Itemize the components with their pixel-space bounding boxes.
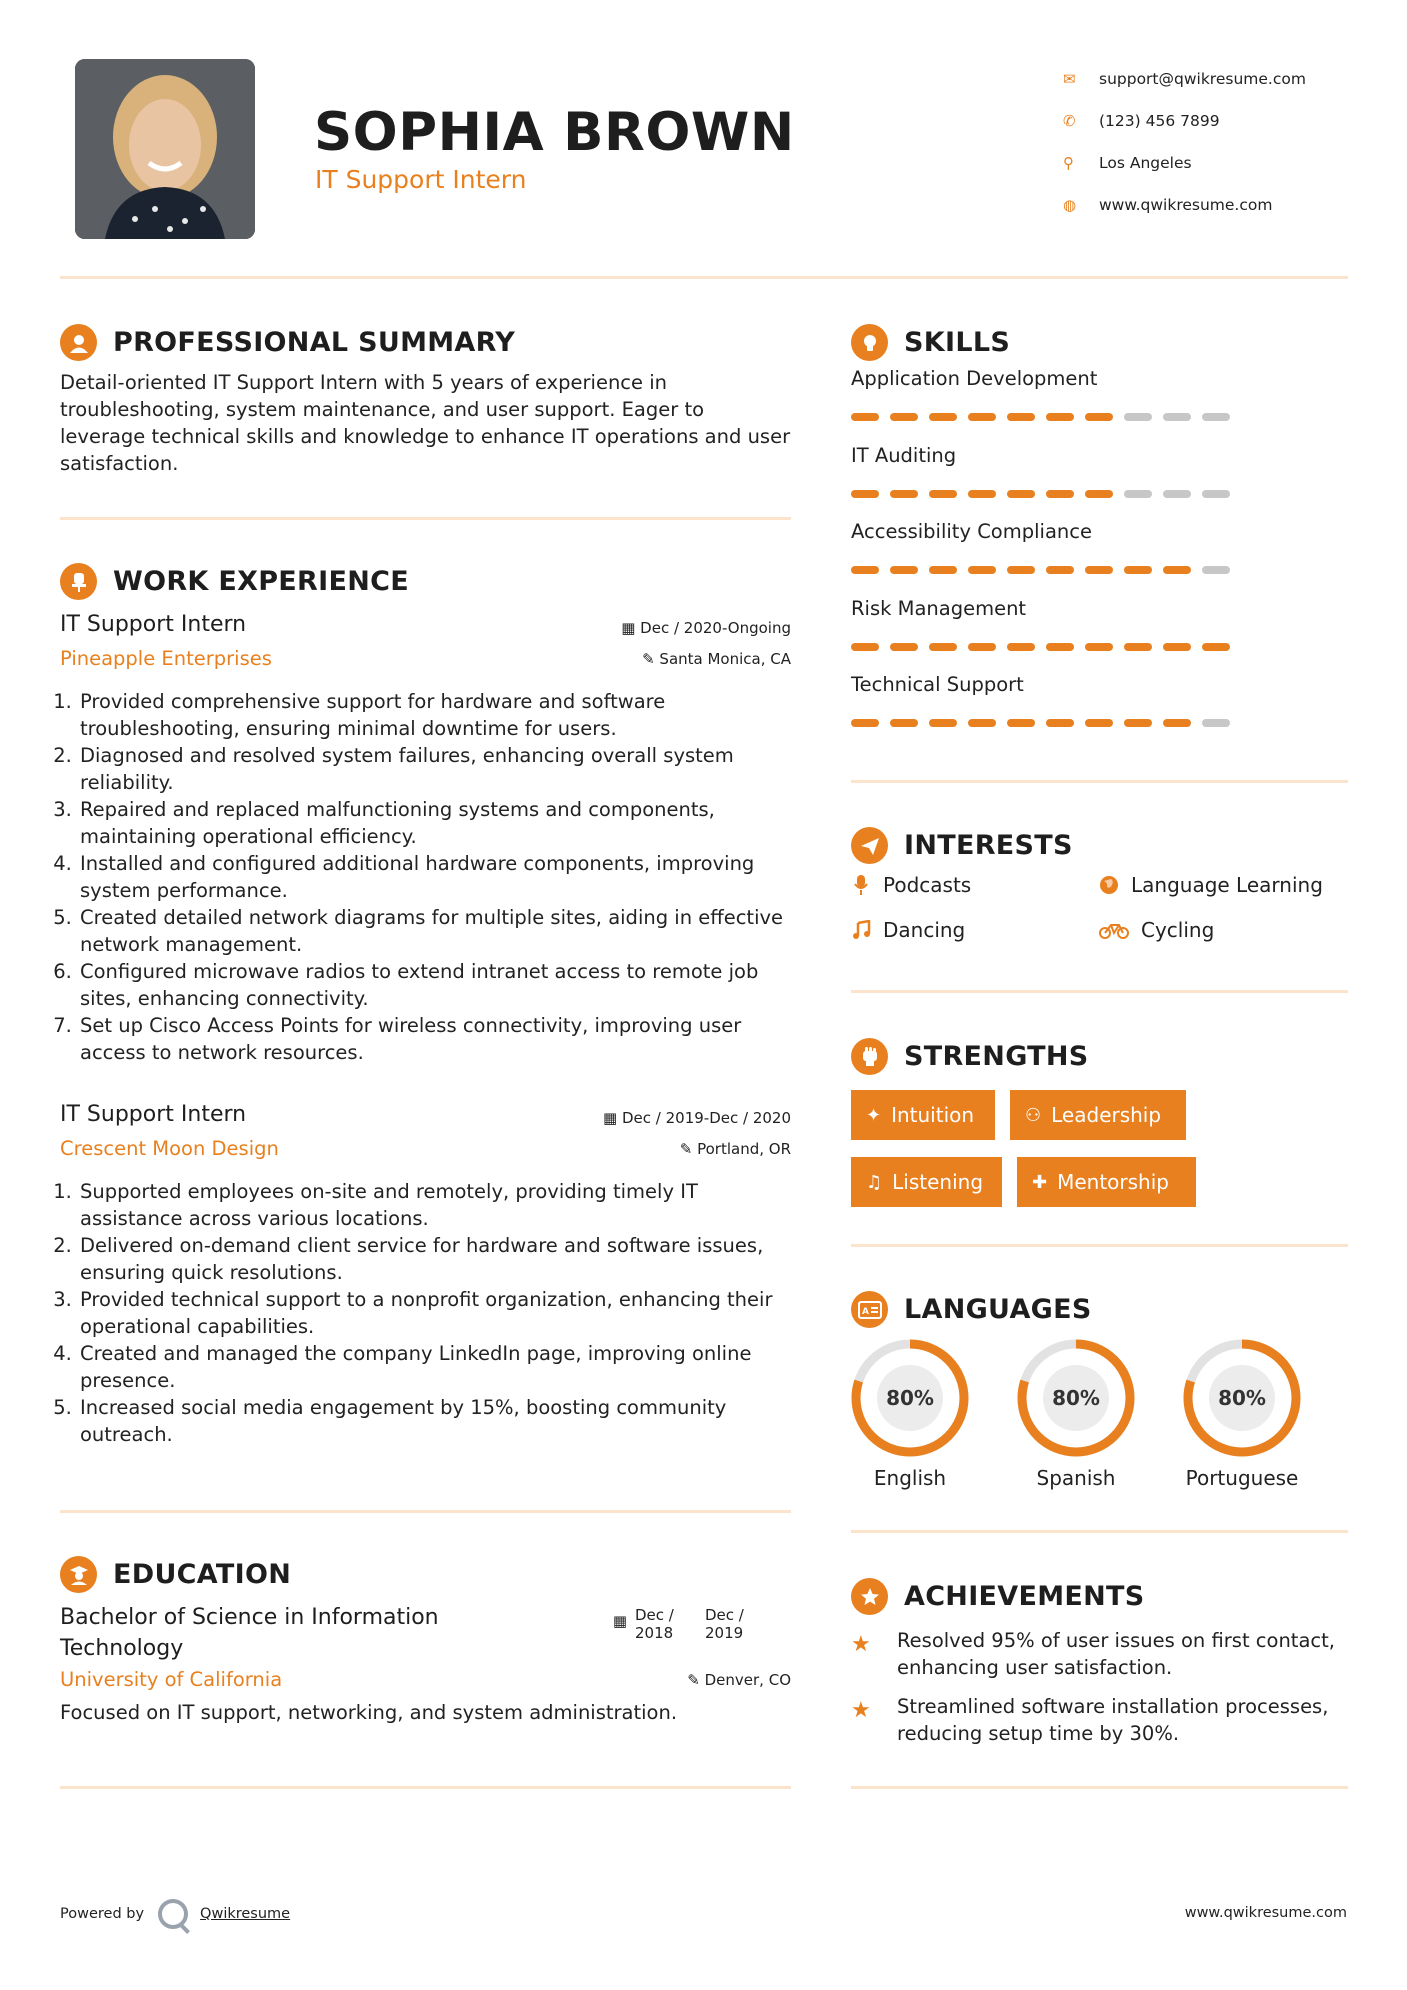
rating-dash-empty xyxy=(1124,413,1152,421)
rating-dash-empty xyxy=(1163,490,1191,498)
rating-dash-filled xyxy=(851,643,879,651)
interest-label: Language Learning xyxy=(1131,873,1323,897)
language-item xyxy=(848,1336,972,1490)
pin-icon: ✎ xyxy=(687,1670,705,1689)
map-pin-icon: ⚲ xyxy=(1063,154,1074,172)
candidate-name: SOPHIA BROWN xyxy=(314,102,795,163)
strength-tag xyxy=(1017,1157,1196,1207)
skill-rating xyxy=(851,490,1348,498)
interest-item xyxy=(851,918,965,942)
languages-divider xyxy=(851,1530,1348,1533)
education-description: Focused on IT support, networking, and system administration. xyxy=(60,1701,678,1724)
calendar-icon: ▦ xyxy=(621,619,641,637)
summary-divider xyxy=(60,517,791,520)
job-location-text: Portland, OR xyxy=(697,1139,791,1158)
interests-title: INTERESTS xyxy=(904,830,1073,861)
rating-dash-filled xyxy=(851,413,879,421)
pin-icon: ✎ xyxy=(642,649,660,668)
job-bullets xyxy=(60,688,791,1066)
user-plus-icon: ✚ xyxy=(1032,1171,1048,1193)
education-divider xyxy=(60,1786,791,1789)
magic-wand-icon: ✦ xyxy=(866,1104,882,1126)
achievement-item xyxy=(851,1693,1348,1747)
summary-section xyxy=(60,324,791,477)
strengths-title: STRENGTHS xyxy=(904,1041,1089,1072)
skill-item xyxy=(851,444,1348,521)
skill-item xyxy=(851,597,1348,674)
language-percent: 80% xyxy=(1052,1386,1100,1410)
interest-item xyxy=(851,873,971,897)
rating-dash-filled xyxy=(1046,566,1074,574)
contact-phone-text: (123) 456 7899 xyxy=(1099,112,1220,130)
rating-dash-filled xyxy=(1163,719,1191,727)
job-dates xyxy=(603,1109,791,1127)
rating-dash-filled xyxy=(1124,566,1152,574)
list-item: 2. Diagnosed and resolved system failures, enhancing overall system reliability. xyxy=(78,742,791,796)
education-section xyxy=(60,1556,791,1593)
interest-label: Cycling xyxy=(1141,918,1215,942)
job-dates-text: Dec / 2019-Dec / 2020 xyxy=(622,1109,791,1127)
envelope-icon: ✉ xyxy=(1063,70,1076,88)
strength-label: Listening xyxy=(892,1170,984,1194)
rating-dash-filled xyxy=(1163,566,1191,574)
languages-title: LANGUAGES xyxy=(904,1294,1092,1325)
strength-label: Leadership xyxy=(1051,1103,1162,1127)
rating-dash-filled xyxy=(968,566,996,574)
powered-by-text: Powered by xyxy=(60,1906,145,1922)
skill-item xyxy=(851,520,1348,597)
achievement-text: Resolved 95% of user issues on first contact, enhancing user satisfaction. xyxy=(897,1629,1335,1679)
job-dates-text: Dec / 2020-Ongoing xyxy=(640,619,791,637)
language-item xyxy=(1014,1336,1138,1490)
list-item: 3. Provided technical support to a nonprofit organization, enhancing their operational capabilities. xyxy=(78,1286,791,1340)
rating-dash-filled xyxy=(1007,566,1035,574)
rating-dash-filled xyxy=(890,490,918,498)
rating-dash-filled xyxy=(890,413,918,421)
skill-name: Accessibility Compliance xyxy=(851,520,1092,543)
achievements-section xyxy=(851,1578,1348,1747)
bicycle-icon xyxy=(1099,921,1129,939)
list-item: 3. Repaired and replaced malfunctioning systems and components, maintaining operational efficiency. xyxy=(78,796,791,850)
rating-dash-filled xyxy=(1007,643,1035,651)
list-item: 5. Created detailed network diagrams for multiple sites, aiding in effective network management. xyxy=(78,904,791,958)
user-icon xyxy=(60,324,97,361)
list-item: 1. Supported employees on-site and remotely, providing timely IT assistance across various locations. xyxy=(78,1178,791,1232)
education-title: EDUCATION xyxy=(113,1559,292,1590)
language-percent: 80% xyxy=(1218,1386,1266,1410)
strength-label: Mentorship xyxy=(1057,1170,1169,1194)
paper-plane-icon xyxy=(851,827,888,864)
rating-dash-filled xyxy=(851,719,879,727)
rating-dash-filled xyxy=(1085,643,1113,651)
summary-title: PROFESSIONAL SUMMARY xyxy=(113,327,516,358)
job-location xyxy=(642,650,791,668)
rating-dash-filled xyxy=(1085,413,1113,421)
calendar-icon: ▦ xyxy=(612,1612,627,1630)
list-item: 5. Increased social media engagement by 15%, boosting community outreach. xyxy=(78,1394,791,1448)
rating-dash-filled xyxy=(1046,643,1074,651)
contact-email-text: support@qwikresume.com xyxy=(1099,70,1306,88)
language-name: Portuguese xyxy=(1185,1466,1299,1490)
skill-rating xyxy=(851,413,1348,421)
language-card-icon xyxy=(851,1291,888,1328)
footer-url[interactable]: www.qwikresume.com xyxy=(1184,1905,1347,1921)
headphones-icon: ♫ xyxy=(866,1171,883,1193)
company-name: Crescent Moon Design xyxy=(60,1137,279,1160)
users-icon: ⚇ xyxy=(1025,1104,1042,1126)
interest-label: Dancing xyxy=(883,918,966,942)
header-divider xyxy=(60,276,1348,279)
globe-icon: ◍ xyxy=(1063,196,1077,214)
job-location xyxy=(680,1140,791,1158)
rating-dash-filled xyxy=(968,643,996,651)
rating-dash-empty xyxy=(1202,490,1230,498)
language-ring xyxy=(1014,1336,1138,1460)
svg-text:A: A xyxy=(861,1306,869,1317)
contact-list xyxy=(1063,58,1383,226)
job-entry xyxy=(60,612,791,1066)
rating-dash-filled xyxy=(1085,566,1113,574)
education-location xyxy=(687,1671,791,1689)
skill-rating xyxy=(851,719,1348,727)
job-bullets xyxy=(60,1178,791,1448)
rating-dash-filled xyxy=(1046,413,1074,421)
rating-dash-filled xyxy=(929,413,957,421)
rating-dash-filled xyxy=(890,566,918,574)
interests-grid xyxy=(851,873,1348,963)
rating-dash-filled xyxy=(1046,719,1074,727)
contact-phone[interactable] xyxy=(1063,100,1383,142)
achievements-list xyxy=(851,1627,1348,1747)
strength-label: Intuition xyxy=(891,1103,975,1127)
rating-dash-empty xyxy=(1202,413,1230,421)
achievement-item xyxy=(851,1627,1348,1681)
achievement-text: Streamlined software installation processes, reducing setup time by 30%. xyxy=(897,1695,1329,1745)
rating-dash-filled xyxy=(1046,490,1074,498)
skill-item xyxy=(851,367,1348,444)
rating-dash-filled xyxy=(1007,413,1035,421)
phone-icon: ✆ xyxy=(1063,112,1076,130)
rating-dash-filled xyxy=(929,490,957,498)
rating-dash-filled xyxy=(929,566,957,574)
skill-item xyxy=(851,673,1348,750)
rating-dash-filled xyxy=(1163,643,1191,651)
rating-dash-filled xyxy=(851,490,879,498)
job-entry xyxy=(60,1102,791,1448)
education-end: Dec / 2019 xyxy=(705,1606,744,1642)
music-note-icon xyxy=(851,920,871,940)
raised-fist-icon xyxy=(851,1038,888,1075)
list-item: 4. Installed and configured additional hardware components, improving system performance. xyxy=(78,850,791,904)
interest-label: Podcasts xyxy=(883,873,972,897)
achievements-title: ACHIEVEMENTS xyxy=(904,1581,1145,1612)
rating-dash-filled xyxy=(929,719,957,727)
rating-dash-filled xyxy=(1124,643,1152,651)
skills-list xyxy=(851,367,1348,750)
rating-dash-filled xyxy=(1202,643,1230,651)
rating-dash-filled xyxy=(929,643,957,651)
briefcase-chair-icon xyxy=(60,563,97,600)
language-percent: 80% xyxy=(886,1386,934,1410)
interest-item xyxy=(1099,918,1214,942)
strengths-divider xyxy=(851,1244,1348,1247)
contact-website-text: www.qwikresume.com xyxy=(1099,196,1273,214)
pin-icon: ✎ xyxy=(679,1139,698,1158)
list-item: 6. Configured microwave radios to extend intranet access to remote job sites, enhancing connectivity. xyxy=(78,958,791,1012)
job-title: IT Support Intern xyxy=(60,612,247,637)
summary-text: Detail-oriented IT Support Intern with 5 years of experience in troubleshooting, system maintenance, and user support. Eager to leverage technical skills and knowledge to enhance IT operations and user satisfaction. xyxy=(60,371,791,475)
skill-rating xyxy=(851,566,1348,574)
experience-section xyxy=(60,563,791,600)
candidate-role: IT Support Intern xyxy=(315,165,527,194)
skills-section xyxy=(851,324,1348,750)
education-dates xyxy=(613,1606,757,1664)
languages-section xyxy=(851,1291,1348,1328)
contact-location xyxy=(1063,142,1383,184)
list-item: 2. Delivered on-demand client service for hardware and software issues, ensuring quick resolutions. xyxy=(78,1232,791,1286)
contact-email[interactable] xyxy=(1063,58,1383,100)
footer-powered-by xyxy=(60,1899,290,1929)
language-ring xyxy=(848,1336,972,1460)
language-item xyxy=(1180,1336,1304,1490)
lightbulb-icon xyxy=(851,324,888,361)
skill-rating xyxy=(851,643,1348,651)
degree-name: Bachelor of Science in Information Technology xyxy=(60,1605,439,1661)
language-name: English xyxy=(873,1466,947,1490)
rating-dash-filled xyxy=(1124,719,1152,727)
star-icon: ★ xyxy=(851,1698,871,1723)
rating-dash-filled xyxy=(968,413,996,421)
experience-divider xyxy=(60,1510,791,1513)
company-name: Pineapple Enterprises xyxy=(60,647,272,670)
skill-name: IT Auditing xyxy=(851,443,957,467)
rating-dash-empty xyxy=(1124,490,1152,498)
rating-dash-filled xyxy=(968,490,996,498)
star-icon: ★ xyxy=(851,1632,871,1657)
interests-section xyxy=(851,827,1348,864)
interest-item xyxy=(1099,873,1323,897)
rating-dash-filled xyxy=(1085,490,1113,498)
language-ring xyxy=(1180,1336,1304,1460)
school-name: University of California xyxy=(60,1668,283,1691)
rating-dash-empty xyxy=(1202,719,1230,727)
rating-dash-filled xyxy=(968,719,996,727)
rating-dash-empty xyxy=(1163,413,1191,421)
calendar-icon: ▦ xyxy=(603,1109,622,1127)
globe-icon xyxy=(1099,875,1119,895)
strengths-section xyxy=(851,1038,1348,1075)
rating-dash-filled xyxy=(851,566,879,574)
profile-photo xyxy=(75,59,255,239)
graduate-icon xyxy=(60,1556,97,1593)
rating-dash-filled xyxy=(1007,719,1035,727)
education-start: Dec / 2018 xyxy=(635,1606,674,1642)
job-dates xyxy=(621,619,791,637)
skill-name: Technical Support xyxy=(851,673,1024,696)
strength-tag xyxy=(851,1157,1002,1207)
strength-tag xyxy=(851,1090,995,1140)
skills-title: SKILLS xyxy=(904,327,1011,358)
achievements-divider xyxy=(851,1786,1348,1789)
education-entry xyxy=(60,1602,791,1726)
language-name: Spanish xyxy=(1036,1466,1116,1490)
brand-link[interactable]: Qwikresume xyxy=(200,1906,291,1922)
job-title: IT Support Intern xyxy=(60,1102,247,1127)
job-location-text: Santa Monica, CA xyxy=(659,649,791,668)
rating-dash-filled xyxy=(890,719,918,727)
star-badge-icon xyxy=(851,1578,888,1615)
interests-divider xyxy=(851,990,1348,993)
list-item: 7. Set up Cisco Access Points for wireless connectivity, improving user access to network resources. xyxy=(78,1012,791,1066)
microphone-icon xyxy=(851,875,871,895)
contact-location-text: Los Angeles xyxy=(1099,154,1192,172)
qwikresume-logo-icon xyxy=(158,1899,188,1929)
skill-name: Application Development xyxy=(851,367,1098,390)
skill-name: Risk Management xyxy=(851,596,1027,620)
skills-divider xyxy=(851,780,1348,783)
rating-dash-filled xyxy=(1007,490,1035,498)
list-item: 4. Created and managed the company LinkedIn page, improving online presence. xyxy=(78,1340,791,1394)
rating-dash-filled xyxy=(1085,719,1113,727)
contact-website[interactable] xyxy=(1063,184,1383,226)
rating-dash-filled xyxy=(890,643,918,651)
list-item: 1. Provided comprehensive support for hardware and software troubleshooting, ensuring minimal downtime for users. xyxy=(78,688,791,742)
experience-title: WORK EXPERIENCE xyxy=(113,566,409,597)
education-location-text: Denver, CO xyxy=(704,1670,791,1689)
rating-dash-empty xyxy=(1202,566,1230,574)
strength-tag xyxy=(1010,1090,1186,1140)
